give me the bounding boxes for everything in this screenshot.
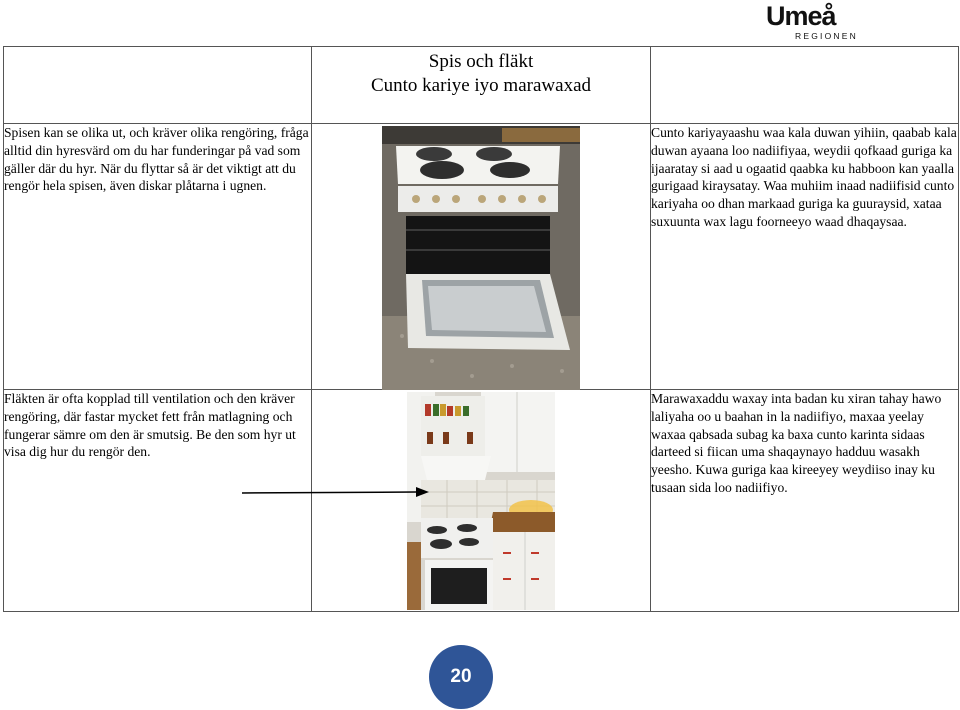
hood-swedish-text: Fläkten är ofta kopplad till ventilation och den kräver rengöring, där fastar mycket fett från matlagning och fungerar sämre om den är smutsig. Be den som hyr ut visa dig hur du rengör den.	[4, 390, 312, 612]
title-row	[4, 47, 959, 124]
title-cell	[312, 47, 651, 124]
electric-stove-open-oven-photo	[382, 126, 580, 390]
logo-subtitle: REGIONEN	[795, 31, 858, 41]
content-table	[3, 46, 959, 612]
stove-photo-cell	[312, 124, 651, 390]
logo-wordmark: Umeå	[766, 1, 836, 31]
umea-regionen-logo	[766, 1, 858, 41]
title-swedish: Spis och fläkt	[428, 51, 534, 72]
table-row	[4, 390, 959, 612]
stove-somali-text: Cunto kariyayaashu waa kala duwan yihiin, qaabab kala duwan ayaana loo nadiifiyaa, weydii qofkaad guriga ka ijaaratay si aad u ogaatid qaabka ku habboon kan yaalla gurigaad kiraysatay. Waa muhiim inaad nadiifisid cunto kariyaha oo dhan markaad guriga ka guuraysid, xataa suxuunta wax lagu foorneeyo waad dhaqaysaa.	[651, 124, 959, 390]
title-left-empty-cell	[4, 47, 312, 124]
title-right-empty-cell	[651, 47, 959, 124]
stove-swedish-text: Spisen kan se olika ut, och kräver olika rengöring, fråga alltid din hyresvärd om du har funderingar på vad som gäller där du hyr. När du flyttar så är det viktigt att du rengör hela spisen, även diskar plåtarna i ugnen.	[4, 124, 312, 390]
title-somali: Cunto kariye iyo marawaxad	[370, 75, 591, 96]
hood-photo-cell	[312, 390, 651, 612]
table-row	[4, 124, 959, 390]
hood-somali-text: Marawaxaddu waxay inta badan ku xiran tahay hawo laliyaha oo u baahan in la nadiifiyo, maxaa yeelay waxaa qabsada subag ka baxa cunto karinta sidaas darteed si fiican uma shaqaynayo hadduu wasakh yeesho. Kuwa guriga kaa kireeyey weydiiso inay ku tusaan sida loo nadiifiyo.	[651, 390, 959, 612]
page-number-badge: 20	[429, 645, 493, 709]
kitchen-range-hood-photo	[407, 392, 555, 610]
arrow-right-icon	[240, 484, 430, 500]
